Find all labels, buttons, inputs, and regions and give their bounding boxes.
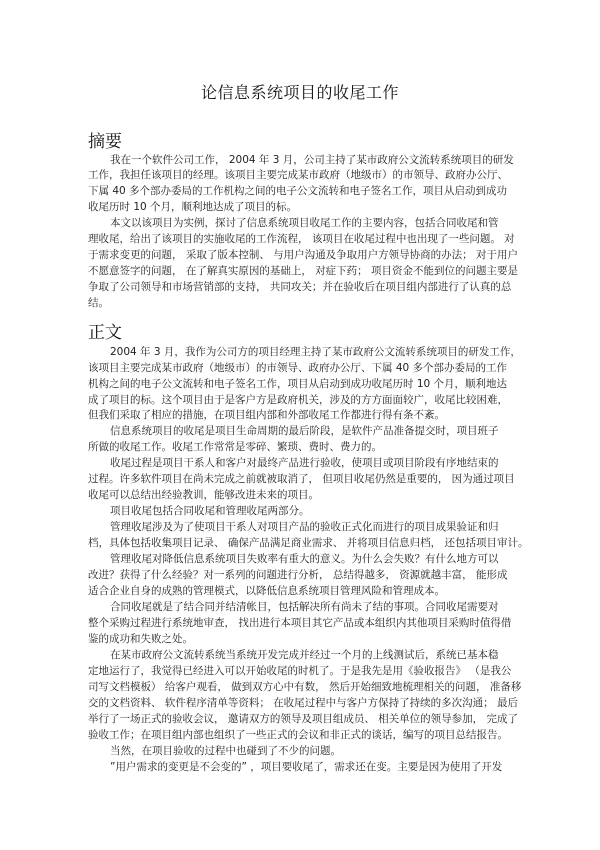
body-line: 2004 年 3 月，我作为公司方的项目经理主持了某市政府公文流转系统项目的研发工作， <box>110 346 521 358</box>
body-line: 定地运行了，我觉得已经进入可以开始收尾的时机了。于是我先是用《验收报告》 （是我公 <box>88 665 512 677</box>
body-line: 管理收尾涉及为了使项目干系人对项目产品的验收正式化而进行的项目成果验证和归 <box>110 521 499 533</box>
body-line: 该项目主要完成某市政府（地级市）的市领导、政府办公厅、下属 40 多个部办委局的工作 <box>88 362 508 374</box>
abstract-line: 争取了公司领导和市场营销部的支持， 共同攻关；并在验收后在项目组内部进行了认真的总 <box>88 281 512 293</box>
body-line: 适合企业自身的成熟的管理模式，以降低信息系统项目管理风险和管理成本。 <box>88 585 445 597</box>
abstract-line: 本文以该项目为实例，探讨了信息系统项目收尾工作的主要内容，包括合同收尾和管 <box>110 217 499 229</box>
abstract-line: 收尾历时 10 个月，顺利地达成了项目的标。 <box>88 201 298 213</box>
body-heading: 正文 <box>88 323 122 343</box>
body-line: 在某市政府公文流转系统当系统开发完成并经过一个月的上线测试后，系统已基本稳 <box>110 649 499 661</box>
body-line: 鉴的成功和失败之处。 <box>88 633 193 645</box>
body-line: 举行了一场正式的验收会议， 邀请双方的领导及项目组成员、 相关单位的领导参加， 完成了 <box>88 713 519 725</box>
abstract-line: 结。 <box>88 297 109 309</box>
body-line: 管理收尾对降低信息系统项目失败率有重大的意义。为什么会失败？有什么地方可以 <box>110 553 499 565</box>
body-line: 收尾可以总结出经验教训，能够改进未来的项目。 <box>88 489 319 501</box>
body-line: 成了项目的标。这个项目由于是客户方是政府机关，涉及的方方面面较广，收尾比较困难， <box>88 394 508 406</box>
body-line: 整个采购过程进行系统地审查， 找出进行本项目其它产品或本组织内其他项目采购时值得借 <box>88 617 512 629</box>
body-line: 合同收尾就是了结合同并结清帐目，包括解决所有尚未了结的事项。合同收尾需要对 <box>110 601 499 613</box>
body-line: 当然，在项目验收的过程中也碰到了不少的问题。 <box>110 745 341 757</box>
body-line: 机构之间的电子公文流转和电子签名工作，项目从启动到成功收尾历时 10 个月，顺利地达 <box>88 378 508 390</box>
abstract-line: 理收尾，给出了该项目的实施收尾的工作流程， 该项目在收尾过程中也出现了一些问题。 对 <box>88 233 515 245</box>
body-line: 所做的收尾工作。收尾工作常常是零碎、繁琐、费时、费力的。 <box>88 441 382 453</box>
body-line: 档，具体包括收集项目记录、 确保产品满足商业需求、 并将项目信息归档， 还包括项目审计。 <box>88 537 529 549</box>
abstract-line: 工作，我担任该项目的经理。该项目主要完成某市政府（地级市）的市领导、政府办公厅、 <box>88 169 508 181</box>
body-line: 收尾过程是项目干系人和客户对最终产品进行验收，使项目或项目阶段有序地结束的 <box>110 457 499 469</box>
body-line: 信息系统项目的收尾是项目生命周期的最后阶段，是软件产品准备提交时，项目班子 <box>110 425 499 437</box>
body-line: 交的文档资料、 软件程序清单等资料； 在收尾过程中与客户方保持了持续的多次沟通； 最后 <box>88 697 519 709</box>
abstract-line: 下属 40 多个部办委局的工作机构之间的电子公文流转和电子签名工作，项目从启动到成功 <box>88 185 508 197</box>
abstract-line: 于需求变更的问题， 采取了版本控制、 与用户沟通及争取用户方领导协商的办法； 对于用户 <box>88 249 519 261</box>
body-line: 改进？获得了什么经验？对一系列的问题进行分析， 总结得越多， 资源就越丰富， 能形成 <box>88 569 508 581</box>
abstract-line: 我在一个软件公司工作， 2004 年 3 月，公司主持了某市政府公文流转系统项目的研发 <box>110 154 514 166</box>
document-title: 论信息系统项目的收尾工作 <box>200 83 399 102</box>
body-line: 过程。许多软件项目在尚未完成之前就被取消了， 但项目收尾仍然是重要的， 因为通过项目 <box>88 473 515 485</box>
body-line: 但我们采取了相应的措施，在项目组内部和外部收尾工作都进行得有条不紊。 <box>88 409 445 421</box>
abstract-heading: 摘要 <box>88 132 122 152</box>
body-line: ”用户需求的变更是不会变的” ，项目要收尾了，需求还在变。主要是因为使用了开发 <box>110 761 503 773</box>
body-line: 司写文档模板） 给客户观看， 做到双方心中有数， 然后开始细致地梳理相关的问题， 准备移 <box>88 681 522 693</box>
body-line: 项目收尾包括合同收尾和管理收尾两部分。 <box>110 505 310 517</box>
body-line: 验收工作；在项目组内部也组织了一些正式的会议和非正式的谈话，编写的项目总结报告。 <box>88 729 508 741</box>
abstract-line: 不愿意签字的问题， 在了解真实原因的基础上， 对症下药； 项目资金不能到位的问题主要是 <box>88 265 519 277</box>
